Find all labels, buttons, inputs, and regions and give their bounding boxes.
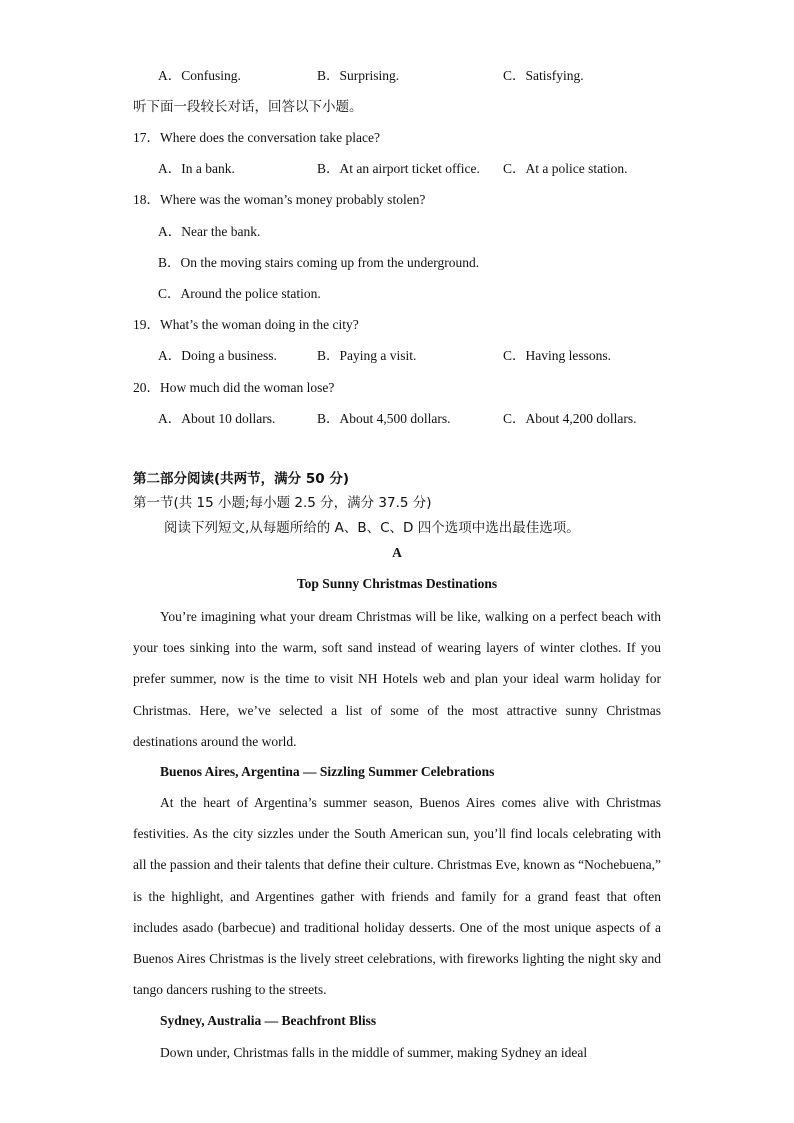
paragraph-sydney: Down under, Christmas falls in the middle of summer, making Sydney an ideal: [160, 1045, 588, 1060]
q18-option-a: A．Near the bank.: [158, 224, 261, 239]
passage-title: Top Sunny Christmas Destinations: [296, 576, 498, 591]
subheading-sydney: Sydney, Australia — Beachfront Bliss: [160, 1013, 377, 1028]
q20-stem: 20．How much did the woman lose?: [133, 380, 335, 395]
q16-option-c: C．Satisfying.: [503, 68, 584, 83]
q16-option-b: B．Surprising.: [317, 68, 400, 83]
q18-option-c: C．Around the police station.: [158, 286, 321, 301]
part2-section1: 第一节(共 15 小题;每小题 2.5 分，满分 37.5 分): [133, 495, 432, 511]
q16-option-a: A．Confusing.: [158, 68, 241, 83]
q17-option-b: B．At an airport ticket office.: [317, 161, 480, 176]
part2-instruction: 阅读下列短文,从每题所给的 A、B、C、D 四个选项中选出最佳选项。: [164, 520, 580, 536]
q18-stem: 18．Where was the woman’s money probably stolen?: [133, 192, 426, 207]
passage-letter: A: [392, 545, 402, 560]
paragraph-buenos-aires: At the heart of Argentina’s summer season, Buenos Aires comes alive with Christmas festivities. As the city sizzles under the South American sun, you’ll find locals celebrating with all the passion and their talents that define their culture. Christmas Eve, known as “Nochebuena,” is the highlight, and Argentines gather with friends and family for a grand feast that often includes asado (barbecue) and traditional holiday desserts. One of the most unique aspects of a Buenos Aires Christmas is the lively street celebrations, with fireworks lighting the night sky and tango dancers rushing to the streets.: [133, 795, 661, 998]
q19-option-c: C．Having lessons.: [503, 348, 611, 363]
passage-intro: You’re imagining what your dream Christmas will be like, walking on a perfect beach with your toes sinking into the warm, soft sand instead of wearing layers of winter clothes. If you prefer summer, now is the time to visit NH Hotels web and plan your ideal warm holiday for Christmas. Here, we’ve selected a list of some of the most attractive sunny Christmas destinations around the world.: [133, 609, 661, 749]
q17-option-a: A．In a bank.: [158, 161, 235, 176]
part2-heading: 第二部分阅读(共两节，满分 50 分): [133, 471, 350, 487]
dialogue-instruction: 听下面一段较长对话，回答以下小题。: [133, 99, 363, 115]
q20-option-a: A．About 10 dollars.: [158, 411, 276, 426]
q19-option-a: A．Doing a business.: [158, 348, 277, 363]
q20-option-c: C．About 4,200 dollars.: [503, 411, 637, 426]
subheading-buenos-aires: Buenos Aires, Argentina — Sizzling Summer Celebrations: [160, 764, 495, 779]
q19-option-b: B．Paying a visit.: [317, 348, 417, 363]
q17-option-c: C．At a police station.: [503, 161, 628, 176]
q19-stem: 19．What’s the woman doing in the city?: [133, 317, 359, 332]
q17-stem: 17．Where does the conversation take place?: [133, 130, 381, 145]
q18-option-b: B．On the moving stairs coming up from the underground.: [158, 255, 480, 270]
q20-option-b: B．About 4,500 dollars.: [317, 411, 451, 426]
